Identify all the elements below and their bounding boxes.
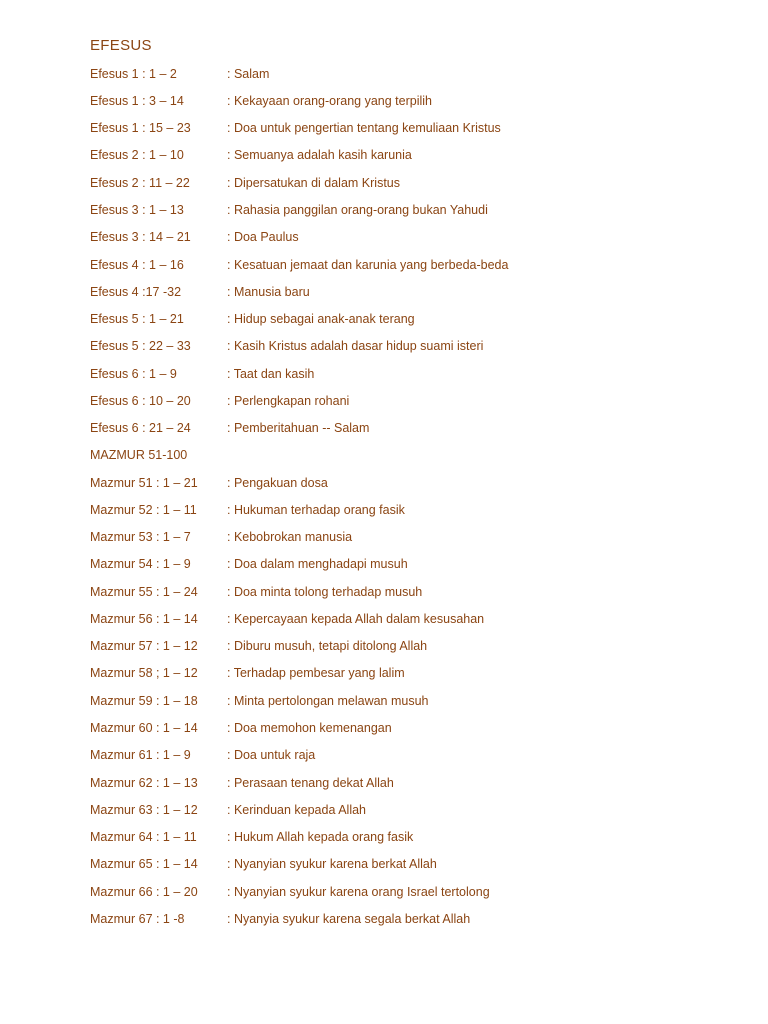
reading-description: : Nyanyia syukur karena segala berkat Allah <box>227 912 471 926</box>
reading-description: : Kepercayaan kepada Allah dalam kesusahan <box>227 612 485 626</box>
reading-description: : Nyanyian syukur karena berkat Allah <box>227 857 437 871</box>
reading-description: : Nyanyian syukur karena orang Israel tertolong <box>227 885 490 899</box>
scripture-reference: Mazmur 66 : 1 – 20 <box>90 885 198 899</box>
reading-description: : Kekayaan orang-orang yang terpilih <box>227 94 432 108</box>
reading-description: : Perasaan tenang dekat Allah <box>227 776 394 790</box>
reading-description: : Hukum Allah kepada orang fasik <box>227 830 414 844</box>
reading-description: : Pengakuan dosa <box>227 476 328 490</box>
reading-description: : Hukuman terhadap orang fasik <box>227 503 405 517</box>
reading-description: : Hidup sebagai anak-anak terang <box>227 312 415 326</box>
reading-description: : Kesatuan jemaat dan karunia yang berbeda-beda <box>227 258 509 272</box>
scripture-reference: Mazmur 57 : 1 – 12 <box>90 639 198 653</box>
reading-description: : Perlengkapan rohani <box>227 394 350 408</box>
document-title: EFESUS <box>90 37 152 54</box>
scripture-reference: Mazmur 67 : 1 -8 <box>90 912 185 926</box>
scripture-reference: Efesus 5 : 22 – 33 <box>90 339 191 353</box>
scripture-reference: Mazmur 58 ; 1 – 12 <box>90 666 198 680</box>
scripture-reference: Mazmur 60 : 1 – 14 <box>90 721 198 735</box>
reading-description: : Doa dalam menghadapi musuh <box>227 557 408 571</box>
scripture-reference: Mazmur 53 : 1 – 7 <box>90 530 191 544</box>
reading-description: : Taat dan kasih <box>227 367 315 381</box>
scripture-reference: Mazmur 51 : 1 – 21 <box>90 476 198 490</box>
reading-description: : Minta pertolongan melawan musuh <box>227 694 429 708</box>
reading-description: : Salam <box>227 67 270 81</box>
scripture-reference: Efesus 3 : 14 – 21 <box>90 230 191 244</box>
scripture-reference: Efesus 2 : 11 – 22 <box>90 176 190 190</box>
reading-description: : Semuanya adalah kasih karunia <box>227 148 412 162</box>
reading-description: : Rahasia panggilan orang-orang bukan Yahudi <box>227 203 488 217</box>
scripture-reference: Efesus 2 : 1 – 10 <box>90 148 184 162</box>
reading-description: : Manusia baru <box>227 285 310 299</box>
scripture-reference: Efesus 1 : 3 – 14 <box>90 94 184 108</box>
reading-description: : Kebobrokan manusia <box>227 530 353 544</box>
reading-description: : Pemberitahuan -- Salam <box>227 421 370 435</box>
scripture-reference: Efesus 1 : 1 – 2 <box>90 67 177 81</box>
reading-description: : Kerinduan kepada Allah <box>227 803 366 817</box>
scripture-reference: Efesus 6 : 21 – 24 <box>90 421 191 435</box>
reading-description: : Kasih Kristus adalah dasar hidup suami isteri <box>227 339 484 353</box>
scripture-reference: Mazmur 52 : 1 – 11 <box>90 503 197 517</box>
section-heading: MAZMUR 51-100 <box>90 448 188 462</box>
reading-description: : Doa memohon kemenangan <box>227 721 392 735</box>
reading-description: : Terhadap pembesar yang lalim <box>227 666 405 680</box>
scripture-reference: Mazmur 59 : 1 – 18 <box>90 694 198 708</box>
scripture-reference: Efesus 4 : 1 – 16 <box>90 258 184 272</box>
scripture-reference: Mazmur 55 : 1 – 24 <box>90 585 198 599</box>
reading-description: : Doa minta tolong terhadap musuh <box>227 585 423 599</box>
scripture-reference: Mazmur 62 : 1 – 13 <box>90 776 198 790</box>
scripture-reference: Mazmur 63 : 1 – 12 <box>90 803 198 817</box>
reading-description: : Doa untuk pengertian tentang kemuliaan Kristus <box>227 121 501 135</box>
scripture-reference: Mazmur 61 : 1 – 9 <box>90 748 191 762</box>
scripture-reference: Efesus 4 :17 -32 <box>90 285 182 299</box>
scripture-reference: Mazmur 64 : 1 – 11 <box>90 830 197 844</box>
scripture-reference: Efesus 1 : 15 – 23 <box>90 121 191 135</box>
reading-description: : Dipersatukan di dalam Kristus <box>227 176 400 190</box>
reading-description: : Doa untuk raja <box>227 748 316 762</box>
scripture-reference: Efesus 3 : 1 – 13 <box>90 203 184 217</box>
reading-description: : Doa Paulus <box>227 230 299 244</box>
scripture-reference: Efesus 5 : 1 – 21 <box>90 312 184 326</box>
scripture-reference: Efesus 6 : 1 – 9 <box>90 367 177 381</box>
scripture-reference: Mazmur 54 : 1 – 9 <box>90 557 191 571</box>
scripture-reference: Mazmur 56 : 1 – 14 <box>90 612 198 626</box>
reading-description: : Diburu musuh, tetapi ditolong Allah <box>227 639 428 653</box>
scripture-reference: Efesus 6 : 10 – 20 <box>90 394 191 408</box>
scripture-reference: Mazmur 65 : 1 – 14 <box>90 857 198 871</box>
